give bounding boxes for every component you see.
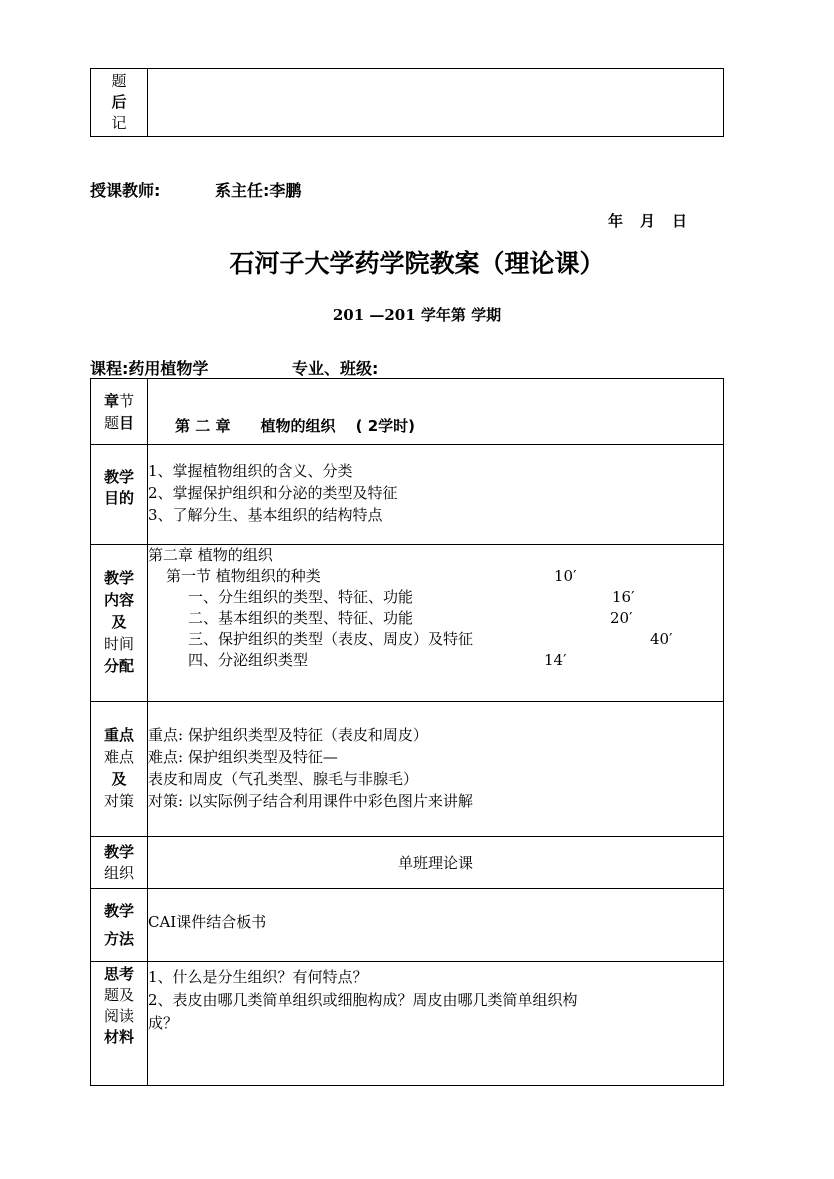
outline-text: 三、保护组织的类型（表皮、周皮）及特征 xyxy=(188,630,474,648)
content-label-l4: 时间 xyxy=(103,635,134,653)
lesson-plan-table xyxy=(90,378,724,1086)
outline-time: 16′ xyxy=(612,588,635,606)
content-row xyxy=(91,545,724,702)
top-remarks-table xyxy=(90,68,724,137)
outline-text: 二、基本组织的类型、特征、功能 xyxy=(188,609,414,627)
key-points-row xyxy=(91,702,724,837)
outline-line xyxy=(148,566,723,587)
outline-line xyxy=(148,587,723,608)
outline-text: 第二章 植物的组织 xyxy=(148,546,273,564)
objectives-label-l2: 目的 xyxy=(103,489,134,507)
objective-item: 1、掌握植物组织的含义、分类 xyxy=(148,462,353,480)
remarks-content xyxy=(148,69,724,137)
outline-text: 第一节 植物组织的种类 xyxy=(166,567,321,585)
chapter-title-cell xyxy=(148,379,724,445)
org-label-l1: 教学 xyxy=(103,842,134,861)
reading-label-l4: 材料 xyxy=(103,1028,134,1046)
key-label-l4: 对策 xyxy=(103,792,134,810)
major-class-label: 专业、班级: xyxy=(292,359,379,378)
course-label: 课程:药用植物学 xyxy=(90,359,209,378)
term-line xyxy=(0,304,834,325)
chapter-label xyxy=(91,379,148,445)
remarks-label-char-2: 后 xyxy=(111,93,127,111)
chapter-label-c3: 题 xyxy=(103,413,119,432)
key-label-l1: 重点 xyxy=(103,726,134,744)
method-label-l2: 方法 xyxy=(103,930,134,948)
outline-text: 四、分泌组织类型 xyxy=(188,651,309,669)
reading-label-l3: 阅读 xyxy=(103,1007,134,1025)
outline-time: 40′ xyxy=(650,630,673,648)
objectives-content xyxy=(148,445,724,545)
objective-item: 3、了解分生、基本组织的结构特点 xyxy=(148,506,383,524)
org-label-l2: 组织 xyxy=(103,863,134,882)
outline-line xyxy=(148,545,723,566)
reading-content xyxy=(148,962,724,1086)
date-line: 年 月 日 xyxy=(608,212,689,230)
reading-label-l2: 题及 xyxy=(103,986,134,1004)
key-point-line: 对策: 以实际例子结合利用课件中彩色图片来讲解 xyxy=(148,792,473,810)
reading-line: 1、什么是分生组织？有何特点？ xyxy=(148,968,368,986)
chapter-label-c4: 目 xyxy=(119,413,135,432)
key-point-line: 难点: 保护组织类型及特征— xyxy=(148,748,338,766)
objective-item: 2、掌握保护组织和分泌的类型及特征 xyxy=(148,484,398,502)
remarks-label xyxy=(91,69,148,137)
content-outline xyxy=(148,545,724,702)
key-label-l3: 及 xyxy=(111,770,127,788)
key-point-line: 表皮和周皮（气孔类型、腺毛与非腺毛） xyxy=(148,770,419,788)
method-label xyxy=(91,889,148,962)
reading-label xyxy=(91,962,148,1086)
organization-label xyxy=(91,837,148,889)
content-label-l2: 内容 xyxy=(103,591,134,609)
outline-line xyxy=(148,629,723,650)
chapter-label-c1: 章 xyxy=(103,391,119,410)
outline-time: 20′ xyxy=(610,609,633,627)
reading-line: 成？ xyxy=(148,1014,179,1032)
objectives-label xyxy=(91,445,148,545)
key-point-line: 重点: 保护组织类型及特征（表皮和周皮） xyxy=(148,726,428,744)
key-points-content xyxy=(148,702,724,837)
outline-time: 10′ xyxy=(554,567,577,585)
teacher-signature-label: 授课教师: xyxy=(90,181,161,200)
outline-text: 一、分生组织的类型、特征、功能 xyxy=(188,588,414,606)
remarks-label-char-3: 记 xyxy=(111,114,127,132)
objectives-row xyxy=(91,445,724,545)
outline-time: 14′ xyxy=(544,651,567,669)
chapter-label-c2: 节 xyxy=(119,391,135,410)
page-title: 石河子大学药学院教案（理论课） xyxy=(229,249,605,278)
objectives-label-l1: 教学 xyxy=(103,468,134,486)
outline-line xyxy=(148,650,723,671)
organization-row xyxy=(91,837,724,889)
chapter-row xyxy=(91,379,724,445)
method-content: CAI课件结合板书 xyxy=(148,889,724,962)
content-label-l5: 分配 xyxy=(103,657,134,675)
content-label-l3: 及 xyxy=(111,613,127,631)
reading-label-l1: 思考 xyxy=(103,965,134,983)
key-label-l2: 难点 xyxy=(103,748,134,766)
chapter-title: 第 二 章 植物的组织 ( 2学时) xyxy=(175,417,416,435)
term-suffix: 学年第 学期 xyxy=(420,306,502,324)
key-points-label xyxy=(91,702,148,837)
outline-line xyxy=(148,608,723,629)
term-years: 201 —201 xyxy=(332,306,416,324)
reading-row xyxy=(91,962,724,1086)
method-row xyxy=(91,889,724,962)
remarks-label-char-1: 题 xyxy=(111,72,127,90)
content-label xyxy=(91,545,148,702)
director-signature-label: 系主任:李鹏 xyxy=(215,181,302,200)
organization-content: 单班理论课 xyxy=(148,837,724,889)
method-label-l1: 教学 xyxy=(103,902,134,920)
content-label-l1: 教学 xyxy=(103,569,134,587)
reading-line: 2、表皮由哪几类简单组织或细胞构成？周皮由哪几类简单组织构 xyxy=(148,991,578,1009)
